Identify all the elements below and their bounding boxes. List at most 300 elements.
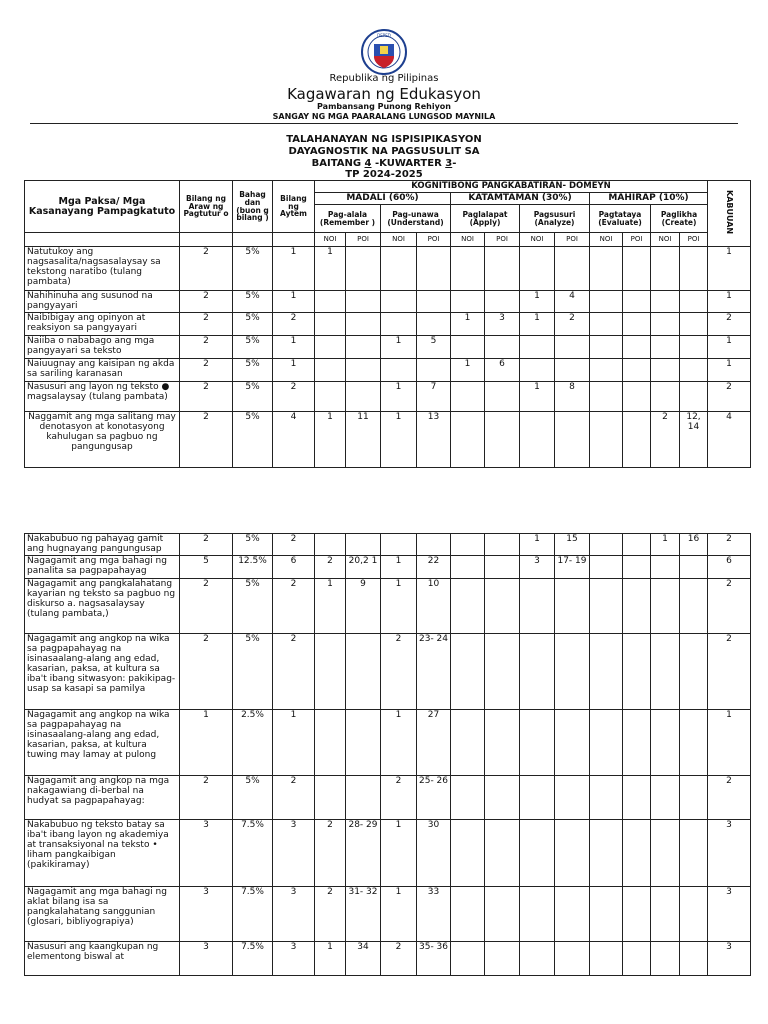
items-cell: 6: [273, 556, 315, 579]
noi-cell: [590, 634, 623, 710]
poi-cell: [623, 942, 651, 976]
noi-cell: [451, 412, 485, 468]
items-cell: 1: [273, 359, 315, 382]
poi-cell: [623, 359, 651, 382]
noi-cell: [651, 820, 680, 887]
noi-cell: [590, 820, 623, 887]
poi-cell: [485, 579, 520, 634]
title-line-1: TALAHANAYAN NG ISPISIPIKASYON: [286, 134, 482, 145]
poi-cell: [555, 412, 590, 468]
days-cell: 2: [180, 359, 233, 382]
poi-cell: 35- 36: [417, 942, 451, 976]
domain-header: KOGNITIBONG PANGKABATIRAN- DOMEYN: [315, 181, 708, 193]
poi-cell: [555, 359, 590, 382]
poi-cell: 9: [346, 579, 381, 634]
percent-cell: 5%: [233, 776, 273, 820]
poi-cell: 33: [417, 887, 451, 942]
competency-cell: Nasusuri ang layon ng teksto ● magsalaysay (tulang pambata): [25, 382, 180, 412]
poi-cell: [346, 336, 381, 359]
poi-cell: 8: [555, 382, 590, 412]
days-cell: 1: [180, 710, 233, 776]
noi-cell: [590, 887, 623, 942]
total-cell: 3: [708, 887, 751, 942]
poi-cell: [555, 710, 590, 776]
poi-cell: [680, 942, 708, 976]
noi-cell: [590, 313, 623, 336]
items-cell: 2: [273, 313, 315, 336]
competency-cell: Nagagamit ang angkop na wika sa pagpapahayag na isinasaalang-alang ang edad, kasarian, paksa, at kultura sa iba't ibang sitwasyon: pakikipag-usap sa kasapi sa pamilya: [25, 634, 180, 710]
table-row: [25, 634, 751, 710]
poi-cell: 7: [417, 382, 451, 412]
group-easy: MADALI (60%): [315, 193, 451, 205]
table-row: [25, 291, 751, 313]
noi-cell: [451, 291, 485, 313]
items-cell: 2: [273, 634, 315, 710]
poi-cell: 27: [417, 710, 451, 776]
department-name: Kagawaran ng Edukasyon: [287, 85, 481, 103]
noi-cell: 1: [315, 412, 346, 468]
total-cell: 3: [708, 942, 751, 976]
poi-cell: [623, 634, 651, 710]
noi-cell: [590, 412, 623, 468]
level-remember: Pag-alala (Remember ): [315, 205, 381, 233]
noi-cell: [315, 534, 346, 556]
poi-cell: [555, 336, 590, 359]
percent-cell: 12.5%: [233, 556, 273, 579]
poi-header: POI: [555, 233, 590, 247]
total-cell: 1: [708, 247, 751, 291]
items-cell: 2: [273, 776, 315, 820]
noi-cell: [381, 247, 417, 291]
noi-cell: [651, 556, 680, 579]
noi-header: NOI: [315, 233, 346, 247]
items-cell: 3: [273, 887, 315, 942]
noi-cell: [520, 634, 555, 710]
noi-cell: [651, 634, 680, 710]
percent-cell: 5%: [233, 412, 273, 468]
percent-cell: 5%: [233, 634, 273, 710]
competency-cell: Natutukoy ang nagsasalita/nagsasalaysay sa tekstong naratibo (tulang pambata): [25, 247, 180, 291]
poi-cell: [346, 710, 381, 776]
title-line-2: DAYAGNOSTIK NA PAGSUSULIT SA: [288, 146, 480, 157]
table-row: [25, 382, 751, 412]
noi-cell: [315, 710, 346, 776]
noi-cell: [451, 887, 485, 942]
poi-cell: [555, 942, 590, 976]
poi-cell: [417, 313, 451, 336]
noi-cell: [520, 710, 555, 776]
level-evaluate: Pagtataya (Evaluate): [590, 205, 651, 233]
level-analyze: Pagsusuri (Analyze): [520, 205, 590, 233]
poi-cell: 11: [346, 412, 381, 468]
poi-cell: [485, 820, 520, 887]
poi-cell: 22: [417, 556, 451, 579]
table-row: [25, 579, 751, 634]
poi-cell: [680, 247, 708, 291]
division-name: SANGAY NG MGA PAARALANG LUNGSOD MAYNILA: [272, 112, 496, 121]
poi-cell: 23- 24: [417, 634, 451, 710]
group-average: KATAMTAMAN (30%): [451, 193, 590, 205]
poi-cell: 28- 29: [346, 820, 381, 887]
percent-cell: 5%: [233, 382, 273, 412]
table-body-page1: [25, 247, 751, 468]
noi-cell: [590, 534, 623, 556]
days-cell: 3: [180, 820, 233, 887]
poi-header: POI: [485, 233, 520, 247]
noi-cell: [651, 382, 680, 412]
poi-cell: [623, 887, 651, 942]
noi-cell: 1: [381, 820, 417, 887]
noi-cell: 2: [381, 942, 417, 976]
noi-cell: [651, 776, 680, 820]
noi-cell: [651, 579, 680, 634]
noi-cell: [520, 776, 555, 820]
items-cell: 2: [273, 382, 315, 412]
items-cell: 2: [273, 579, 315, 634]
total-cell: 6: [708, 556, 751, 579]
col-days: Bilang ng Araw ng Pagtutur o: [180, 181, 233, 233]
noi-cell: [590, 776, 623, 820]
noi-cell: [651, 291, 680, 313]
noi-cell: 1: [381, 556, 417, 579]
poi-cell: [623, 534, 651, 556]
poi-cell: 12, 14: [680, 412, 708, 468]
table-row: [25, 534, 751, 556]
days-cell: 2: [180, 291, 233, 313]
poi-cell: 5: [417, 336, 451, 359]
title-line-3: BAITANG 4 -KUWARTER 3-: [311, 158, 457, 169]
table-row: [25, 710, 751, 776]
days-cell: 2: [180, 634, 233, 710]
noi-cell: [651, 336, 680, 359]
level-apply: Paglalapat (Apply): [451, 205, 520, 233]
poi-cell: [555, 776, 590, 820]
days-cell: 2: [180, 313, 233, 336]
poi-cell: [346, 247, 381, 291]
total-cell: 1: [708, 336, 751, 359]
noi-header: NOI: [590, 233, 623, 247]
poi-cell: [623, 776, 651, 820]
poi-cell: [346, 534, 381, 556]
level-understand: Pag-unawa (Understand): [381, 205, 451, 233]
percent-cell: 5%: [233, 534, 273, 556]
total-cell: 4: [708, 412, 751, 468]
noi-cell: [451, 336, 485, 359]
poi-cell: [680, 382, 708, 412]
poi-cell: [485, 887, 520, 942]
blank-cell: [273, 233, 315, 247]
blank-cell: [25, 233, 180, 247]
competency-cell: Naiuugnay ang kaisipan ng akda sa sariling karanasan: [25, 359, 180, 382]
days-cell: 3: [180, 942, 233, 976]
noi-header: NOI: [451, 233, 485, 247]
noi-cell: 1: [520, 313, 555, 336]
poi-cell: [346, 359, 381, 382]
total-cell: 1: [708, 291, 751, 313]
noi-header: NOI: [520, 233, 555, 247]
noi-cell: 1: [315, 942, 346, 976]
competency-cell: Nakabubuo ng teksto batay sa iba't ibang layon ng akademiya at transaksiyonal na teksto • liham pangkaibigan (pakikiramay): [25, 820, 180, 887]
total-cell: 2: [708, 776, 751, 820]
items-cell: 4: [273, 412, 315, 468]
poi-cell: 30: [417, 820, 451, 887]
days-cell: 2: [180, 336, 233, 359]
poi-cell: [623, 247, 651, 291]
noi-cell: 1: [381, 579, 417, 634]
poi-cell: [485, 942, 520, 976]
noi-cell: 2: [315, 556, 346, 579]
items-cell: 1: [273, 336, 315, 359]
poi-cell: [623, 313, 651, 336]
poi-cell: [680, 556, 708, 579]
days-cell: 2: [180, 776, 233, 820]
days-cell: 3: [180, 887, 233, 942]
table-row: [25, 887, 751, 942]
competency-cell: Naibibigay ang opinyon at reaksiyon sa pangyayari: [25, 313, 180, 336]
noi-cell: [651, 359, 680, 382]
poi-cell: [623, 382, 651, 412]
noi-cell: [520, 247, 555, 291]
noi-cell: 1: [381, 382, 417, 412]
svg-text:DEPED: DEPED: [377, 33, 391, 38]
percent-cell: 5%: [233, 247, 273, 291]
specification-table-page2: [24, 533, 751, 976]
table-row: [25, 942, 751, 976]
republic-line: Republika ng Pilipinas: [329, 73, 439, 84]
competency-cell: Nagagamit ang mga bahagi ng panalita sa pagpapahayag: [25, 556, 180, 579]
percent-cell: 2.5%: [233, 710, 273, 776]
poi-header: POI: [346, 233, 381, 247]
items-cell: 1: [273, 247, 315, 291]
competency-cell: Nagagamit ang pangkalahatang kayarian ng teksto sa pagbuo ng diskurso a. nagsasalaysay (tulang pambata,): [25, 579, 180, 634]
poi-cell: 31- 32: [346, 887, 381, 942]
poi-cell: [623, 336, 651, 359]
noi-cell: 1: [451, 359, 485, 382]
noi-cell: [520, 336, 555, 359]
noi-cell: [451, 382, 485, 412]
noi-cell: [451, 534, 485, 556]
noi-cell: 1: [381, 412, 417, 468]
table-row: [25, 247, 751, 291]
poi-cell: [485, 382, 520, 412]
noi-cell: [651, 710, 680, 776]
noi-cell: 1: [520, 382, 555, 412]
table-row: [25, 336, 751, 359]
poi-cell: [346, 634, 381, 710]
poi-cell: [680, 887, 708, 942]
noi-header: NOI: [381, 233, 417, 247]
poi-cell: 20,2 1: [346, 556, 381, 579]
noi-cell: [590, 336, 623, 359]
poi-cell: [623, 291, 651, 313]
poi-cell: [680, 710, 708, 776]
noi-cell: [651, 247, 680, 291]
days-cell: 5: [180, 556, 233, 579]
noi-cell: [451, 634, 485, 710]
noi-cell: [520, 359, 555, 382]
poi-header: POI: [623, 233, 651, 247]
poi-cell: 25- 26: [417, 776, 451, 820]
noi-cell: [651, 887, 680, 942]
percent-cell: 5%: [233, 579, 273, 634]
poi-cell: [555, 887, 590, 942]
poi-cell: 13: [417, 412, 451, 468]
competency-cell: Nakabubuo ng pahayag gamit ang hugnayang pangungusap: [25, 534, 180, 556]
table-body-page2: [25, 534, 751, 976]
title-line-4: TP 2024-2025: [345, 169, 423, 180]
percent-cell: 7.5%: [233, 942, 273, 976]
poi-cell: [680, 359, 708, 382]
total-cell: 2: [708, 382, 751, 412]
poi-cell: [417, 534, 451, 556]
competency-cell: Nahihinuha ang susunod na pangyayari: [25, 291, 180, 313]
poi-cell: [680, 820, 708, 887]
poi-cell: 6: [485, 359, 520, 382]
noi-cell: [520, 887, 555, 942]
poi-cell: 17- 19: [555, 556, 590, 579]
noi-cell: [451, 247, 485, 291]
days-cell: 2: [180, 247, 233, 291]
poi-cell: [485, 776, 520, 820]
col-total: KABUUAN: [708, 181, 751, 247]
noi-cell: [315, 382, 346, 412]
table-row: [25, 820, 751, 887]
poi-cell: [346, 291, 381, 313]
poi-cell: 10: [417, 579, 451, 634]
noi-cell: 2: [381, 776, 417, 820]
noi-cell: [590, 556, 623, 579]
noi-cell: [520, 942, 555, 976]
total-cell: 2: [708, 634, 751, 710]
days-cell: 2: [180, 382, 233, 412]
poi-cell: [485, 412, 520, 468]
table-row: [25, 412, 751, 468]
noi-cell: 1: [315, 247, 346, 291]
noi-cell: [381, 313, 417, 336]
col-percent: Bahag dan (buon g bilang ): [233, 181, 273, 233]
total-cell: 1: [708, 359, 751, 382]
poi-header: POI: [680, 233, 708, 247]
noi-cell: [451, 579, 485, 634]
poi-cell: [485, 336, 520, 359]
poi-cell: [417, 247, 451, 291]
noi-cell: [590, 710, 623, 776]
noi-cell: [520, 820, 555, 887]
noi-cell: [315, 634, 346, 710]
competency-cell: Nagagamit ang angkop na wika sa pagpapahayag na isinasaalang-alang ang edad, kasarian, paksa, at kultura tuwing may lamay at pulong: [25, 710, 180, 776]
poi-cell: [680, 579, 708, 634]
noi-cell: [451, 776, 485, 820]
noi-cell: [520, 579, 555, 634]
noi-cell: [451, 710, 485, 776]
days-cell: 2: [180, 579, 233, 634]
items-cell: 1: [273, 710, 315, 776]
noi-cell: 3: [520, 556, 555, 579]
noi-cell: 1: [520, 534, 555, 556]
col-items: Bilang ng Aytem: [273, 181, 315, 233]
percent-cell: 5%: [233, 313, 273, 336]
percent-cell: 5%: [233, 291, 273, 313]
poi-cell: [623, 412, 651, 468]
table-row: [25, 313, 751, 336]
noi-cell: 1: [651, 534, 680, 556]
noi-cell: [381, 291, 417, 313]
competency-cell: Nasusuri ang kaangkupan ng elementong biswal at: [25, 942, 180, 976]
total-cell: 3: [708, 820, 751, 887]
poi-cell: [346, 776, 381, 820]
poi-cell: [417, 291, 451, 313]
poi-cell: [555, 247, 590, 291]
competency-cell: Nagagamit ang mga bahagi ng aklat bilang isa sa pangkalahatang sanggunian (glosari, bibliyograpiya): [25, 887, 180, 942]
noi-cell: [451, 942, 485, 976]
percent-cell: 5%: [233, 359, 273, 382]
noi-cell: 1: [381, 887, 417, 942]
total-cell: 1: [708, 710, 751, 776]
noi-cell: 1: [520, 291, 555, 313]
noi-cell: [315, 313, 346, 336]
total-cell: 2: [708, 579, 751, 634]
noi-cell: [590, 291, 623, 313]
noi-cell: [451, 556, 485, 579]
table-row: [25, 556, 751, 579]
poi-cell: 3: [485, 313, 520, 336]
noi-header: NOI: [651, 233, 680, 247]
level-create: Paglikha (Create): [651, 205, 708, 233]
poi-cell: [485, 556, 520, 579]
items-cell: 2: [273, 534, 315, 556]
poi-cell: [485, 710, 520, 776]
blank-cell: [180, 233, 233, 247]
days-cell: 2: [180, 412, 233, 468]
table-row: [25, 776, 751, 820]
poi-cell: [485, 247, 520, 291]
noi-cell: [651, 313, 680, 336]
poi-header: POI: [417, 233, 451, 247]
noi-cell: [315, 776, 346, 820]
poi-cell: [680, 291, 708, 313]
table-row: [25, 359, 751, 382]
poi-cell: [680, 336, 708, 359]
percent-cell: 5%: [233, 336, 273, 359]
header-rule: [30, 123, 738, 124]
poi-cell: [623, 710, 651, 776]
noi-cell: [381, 534, 417, 556]
noi-cell: 2: [315, 820, 346, 887]
percent-cell: 7.5%: [233, 887, 273, 942]
poi-cell: [623, 556, 651, 579]
noi-cell: [451, 820, 485, 887]
poi-cell: 34: [346, 942, 381, 976]
blank-cell: [233, 233, 273, 247]
poi-cell: [417, 359, 451, 382]
noi-cell: 2: [381, 634, 417, 710]
poi-cell: [555, 579, 590, 634]
poi-cell: [680, 634, 708, 710]
noi-cell: 1: [381, 710, 417, 776]
poi-cell: [623, 579, 651, 634]
poi-cell: 2: [555, 313, 590, 336]
competency-cell: Nagagamit ang angkop na mga nakagawiang di-berbal na hudyat sa pagpapahayag:: [25, 776, 180, 820]
poi-cell: [680, 313, 708, 336]
poi-cell: [680, 776, 708, 820]
poi-cell: [346, 313, 381, 336]
noi-cell: [590, 942, 623, 976]
items-cell: 3: [273, 942, 315, 976]
col-competency: Mga Paksa/ Mga Kasanayang Pampagkatuto: [25, 181, 180, 233]
noi-cell: 2: [315, 887, 346, 942]
group-difficult: MAHIRAP (10%): [590, 193, 708, 205]
total-cell: 2: [708, 534, 751, 556]
